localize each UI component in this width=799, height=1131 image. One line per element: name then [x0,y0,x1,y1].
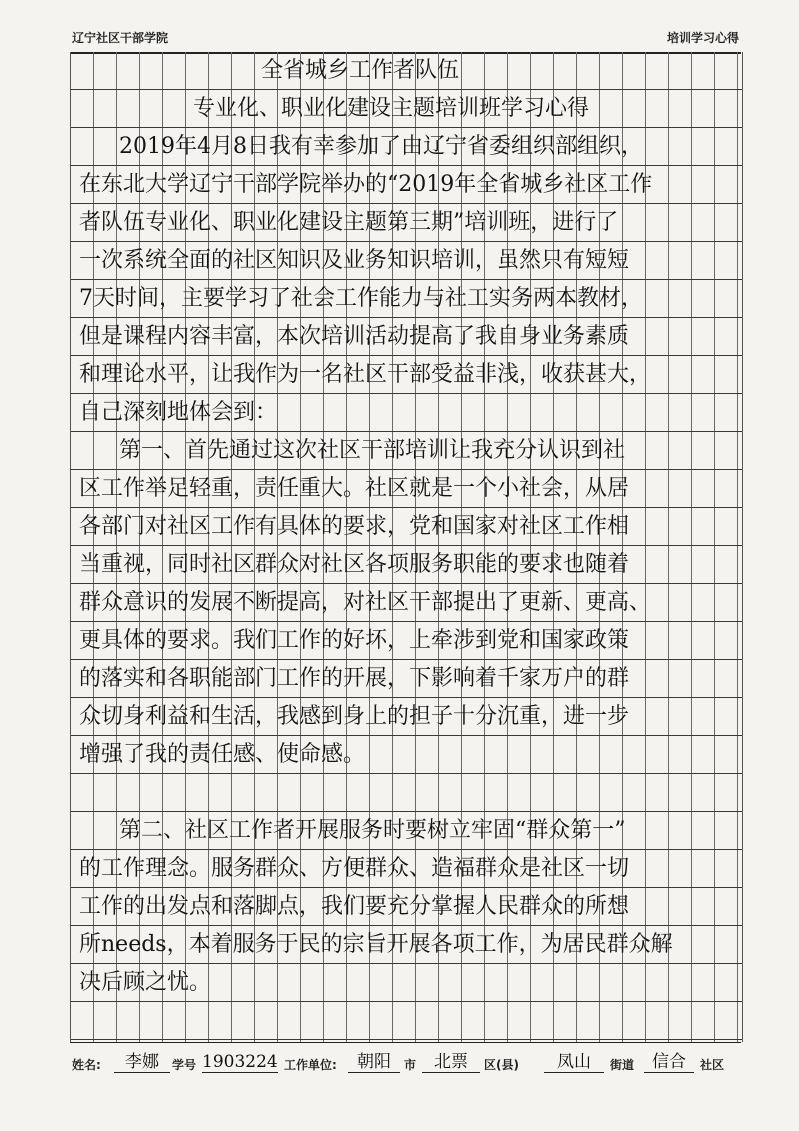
text-line: 群众意识的发展不断提高，对社区干部提出了更新、更高、 [79,590,652,615]
text-line: 增强了我的责任感、使命感。 [79,742,366,767]
text-line: 区工作举足轻重，责任重大。社区就是一个小社会，从居 [79,476,630,501]
student-id-value: 1903224 [202,1052,278,1072]
text-line: 所needs，本着服务于民的宗旨开展各项工作，为居民群众解 [79,932,673,957]
text-line: 在东北大学辽宁干部学院举办的“2019年全省城乡社区工作 [79,172,653,197]
name-label: 姓名: [72,1058,101,1072]
text-line: 和理论水平，让我作为一名社区干部受益非浅，收获甚大， [79,362,652,387]
text-line: 者队伍专业化、职业化建设主题第三期”培训班，进行了 [79,210,619,235]
community-value: 信合 [644,1047,694,1073]
text-line: 但是课程内容丰富，本次培训活动提高了我自身业务素质 [79,324,630,349]
school-name: 辽宁社区干部学院 [72,31,169,45]
text-line: 决后顾之忧。 [79,970,212,995]
county-value: 北票 [422,1047,480,1073]
text-line: 的落实和各职能部门工作的开展，下影响着千家万户的群 [79,666,630,691]
name-value: 李娜 [114,1047,170,1073]
street-label: 街道 [610,1058,635,1072]
text-line: 自己深刻地体会到： [79,400,278,425]
text-line: 7天时间，主要学习了社会工作能力与社工实务两本教材， [79,286,643,311]
community-label: 社区 [700,1058,725,1072]
title-line-1: 全省城乡工作者队伍 [261,58,460,83]
title-line-2: 专业化、职业化建设主题培训班学习心得 [193,96,590,121]
grid-paper [70,52,743,1042]
page-header [70,22,741,54]
work-unit-label: 工作单位: [284,1058,337,1072]
text-line: 一次系统全面的社区知识及业务知识培训，虽然只有短短 [79,248,630,273]
text-line: 工作的出发点和落脚点，我们要充分掌握人民群众的所想 [79,894,630,919]
county-label: 区(县) [484,1058,519,1072]
city-value: 朝阳 [348,1047,400,1073]
text-line: 第一、首先通过这次社区干部培训让我充分认识到社 [119,438,626,463]
street-value: 凤山 [544,1047,604,1073]
text-line: 各部门对社区工作有具体的要求，党和国家对社区工作相 [79,514,630,539]
text-line: 当重视，同时社区群众对社区各项服务职能的要求也随着 [79,552,630,577]
text-line: 2019年4月8日我有幸参加了由辽宁省委组织部组织， [119,134,643,159]
text-line: 更具体的要求。我们工作的好坏，上牵涉到党和国家政策 [79,628,630,653]
text-line: 众切身利益和生活，我感到身上的担子十分沉重，进一步 [79,704,630,729]
text-line: 的工作理念。服务群众、方便群众、造福群众是社区一切 [79,856,630,881]
student-id-label: 学号 [172,1058,197,1072]
document-type: 培训学习心得 [666,31,739,45]
student-info-footer [70,1042,741,1079]
city-label: 市 [404,1058,417,1072]
text-line: 第二、社区工作者开展服务时要树立牢固“群众第一” [119,818,626,843]
